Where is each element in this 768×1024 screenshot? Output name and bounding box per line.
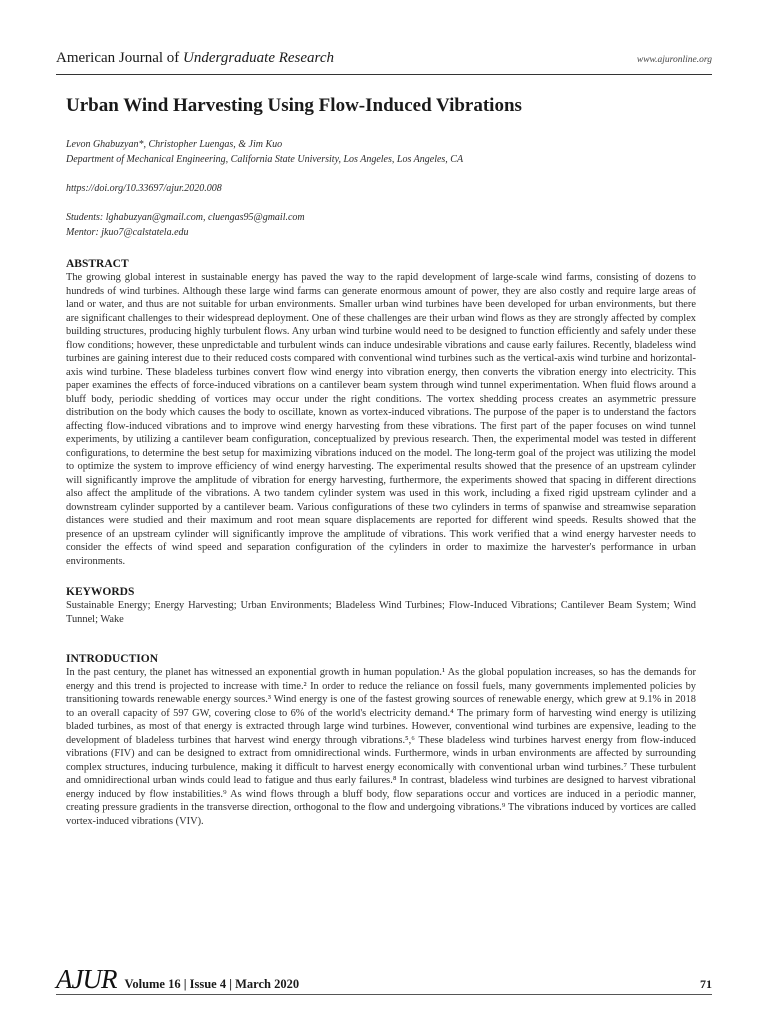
abstract-heading: ABSTRACT [66,258,129,270]
header-divider [56,74,712,75]
page-footer [56,964,712,995]
article-title: Urban Wind Harvesting Using Flow-Induced Vibrations [66,95,522,116]
article-affiliation: Department of Mechanical Engineering, California State University, Los Angeles, Los Angeles, CA [66,154,464,165]
page-number: 71 [700,977,712,991]
student-emails: Students: lghabuzyan@gmail.com, cluengas95@gmail.com [66,212,305,223]
article-authors: Levon Ghabuzyan*, Christopher Luengas, & Jim Kuo [66,139,283,150]
introduction-text: In the past century, the planet has witnessed an exponential growth in human population.¹ As the global population increases, so has the demands for energy and this trend is projected to increase with time.² In order to reduce the reliance on fossil fuels, many governments implemented policies by transitioning towards renewable energy sources.³ Wind energy is one of the fastest growing sources of renewable energy, which grew at 9.1% in 2018 to an overall capacity of 597 GW, covering close to 6% of the world's electricity demand.⁴ The primary form of harvesting wind energy is utilizing bladed turbines, as most of that energy is extracted through large wind turbines. However, conventional wind turbines are expensive, leading to the development of bladeless turbines that harvest wind energy through vibrations.⁵,⁶ These bladeless wind turbines harvest energy from flow-induced vibrations (FIV) and can be designed to extract from omnidirectional winds. Furthermore, winds in urban environments are affected by surrounding complex structures, inducing turbulence, making it difficult to harvest energy economically with conventional urban wind turbines.⁷ These turbulent and omnidirectional urban winds could lead to fatigue and thus early failures.⁸ In contrast, bladeless wind turbines are designed to harvest vibrational energy induced by flow instabilities.⁹ As wind flows through a bluff body, flow separations occur and vortices are induced in a periodic manner, creating pressure gradients in the transverse direction, orthogonal to the flow and undergoing vibrations.⁹ The vibrations induced by vortices are called vortex-induced vibrations (VIV). [66,667,696,827]
keywords-text: Sustainable Energy; Energy Harvesting; Urban Environments; Bladeless Wind Turbines; Flow-Induced Vibrations; Cantilever Beam System; Wind Tunnel; Wake [66,600,696,625]
journal-name-italic: Undergraduate Research [183,50,334,66]
journal-name-prefix: American Journal of [56,50,184,66]
journal-header [56,50,712,67]
journal-logo: AJUR [56,964,117,994]
article-content [66,95,696,828]
introduction-heading: INTRODUCTION [66,653,159,665]
abstract-text: The growing global interest in sustainable energy has paved the way to the rapid development of large-scale wind farms, consisting of dozens to hundreds of wind turbines. Although these large wind farms can generate enormous amount of power, they are also costly and require large areas of land or water, and thus are not suitable for urban environments. Smaller urban wind turbines have been developed for urban environments, but there are significant challenges to their widespread deployment. One of these challenges are their urban wind flows as they are strongly affected by complex building structures, producing highly turbulent flows. Any urban wind turbine would need to be designed to function efficiently and safely under these flow conditions; however, these unpredictable and turbulent winds can induce undesirable vibrations and cause early failures. Recently, bladeless wind turbines are gaining interest due to their reduced costs compared with conventional wind turbines such as the vertical-axis wind turbine and horizontal-axis wind turbine. These bladeless turbines convert flow wind energy into vibration energy, then converts the vibration energy into electricity. This paper examines the effects of force-induced vibrations on a cantilever beam system through wind tunnel experimentation. When fluid flows around a bluff body, periodic shedding of vortices may occur under the right conditions. The vortex shedding process creates an asymmetric pressure distribution on the body which causes the body to oscillate, known as vortex-induced vibrations. The purpose of the paper is to understand the factors affecting flow-induced vibrations and to improve wind energy harvesting from these vibrations. The first part of the paper focuses on wind tunnel experiments, by utilizing a cantilever beam configuration, conceptualized by previous research. Then, the experimental model was tested in different configurations, to determine the best setup for maximizing vibrations induced on the model. The long-term goal of the project was utilizing the model to optimize the system to improve efficiency of wind energy harvesting. The experimental results showed that the presence of an upstream cylinder will significantly improve the amplitude of vibration for energy harvesting, furthermore, the experiments showed that spacing in different directions also affect the amplitude of the vibrations. A two tandem cylinder system was used in this work, including a fixed rigid upstream cylinder and a downstream cylinder supported by a cantilever beam. Various configurations of these two cylinders in terms of spanwise and streamwise separation distances were studied and their maximum and root mean square displacements are reported for different wind speeds. Results showed that the presence of an upstream cylinder will significantly improve the amplitude of vibrations. This work verified that a wind energy harvester needs to consider the effects of wind speed and separation configuration of the cylinders in order to maximize the harvester's performance in urban environments. [66,272,696,567]
keywords-heading: KEYWORDS [66,586,135,598]
article-doi[interactable]: https://doi.org/10.33697/ajur.2020.008 [66,183,222,194]
mentor-email: Mentor: jkuo7@calstatela.edu [66,227,189,238]
journal-name [56,50,334,67]
issue-info: Volume 16 | Issue 4 | March 2020 [124,977,300,991]
journal-website[interactable]: www.ajuronline.org [636,55,712,65]
footer-divider [56,994,712,995]
